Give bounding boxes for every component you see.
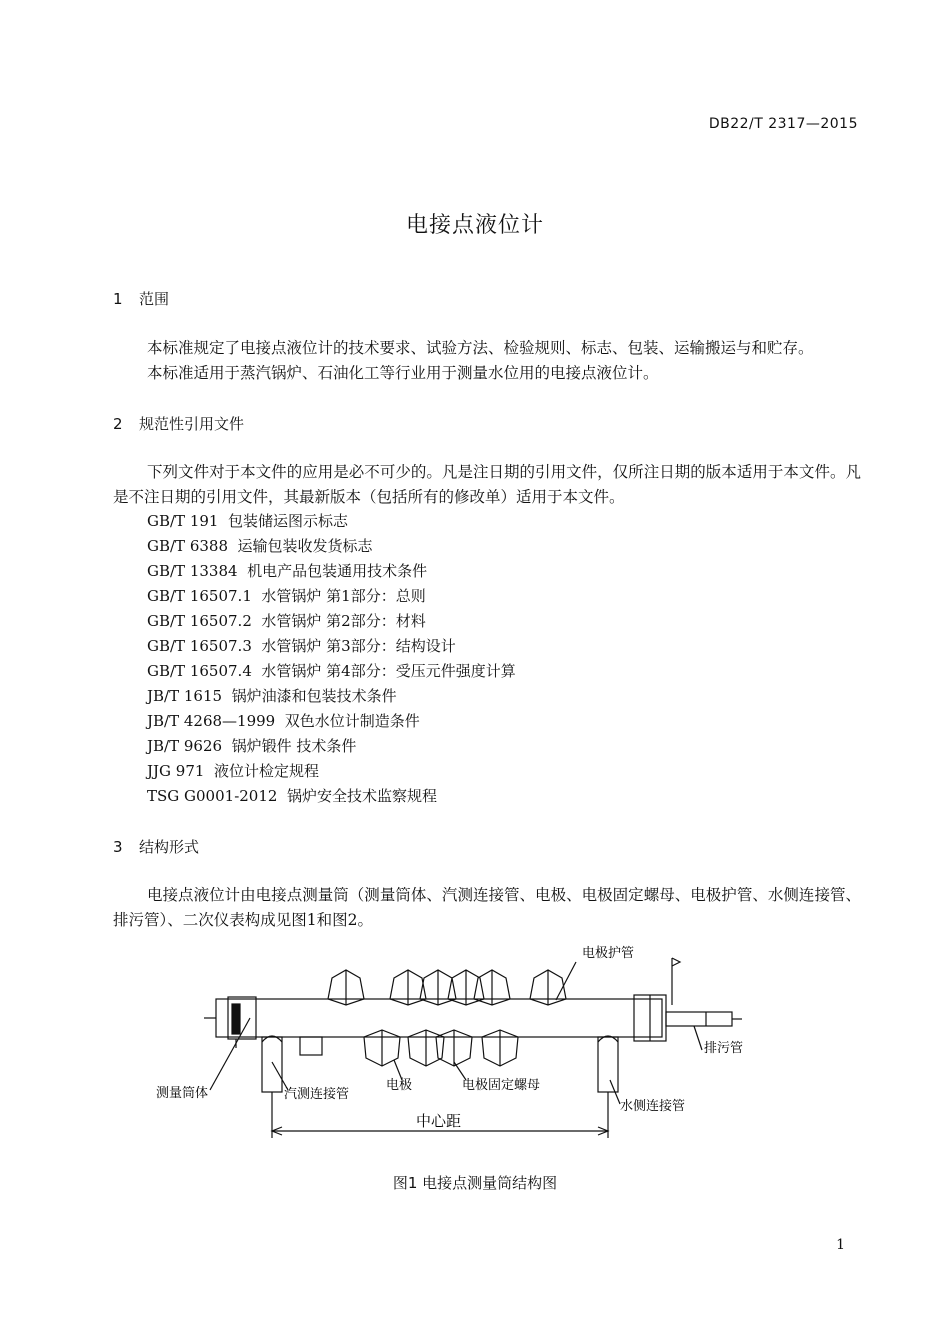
standard-code: DB22/T 2317—2015 [708, 116, 858, 132]
page-number: 1 [836, 1237, 845, 1253]
section-2-intro: 下列文件对于本文件的应用是必不可少的。凡是注日期的引用文件，仅所注日期的版本适用于本文件。凡是不注日期的引用文件，其最新版本（包括所有的修改单）适用于本文件。 [113, 463, 861, 506]
drain-pipe [666, 1012, 732, 1026]
figure-caption: 图1 电接点测量筒结构图 [392, 1174, 558, 1192]
reference-item: GB/T 16507.2 水管锅炉 第2部分：材料 [147, 612, 426, 630]
reference-item: JB/T 1615 锅炉油漆和包装技术条件 [147, 687, 397, 705]
section-title: 范围 [139, 290, 170, 308]
section-number: 1 [113, 290, 123, 308]
reference-item: GB/T 13384 机电产品包装通用技术条件 [147, 562, 428, 580]
section-1-paragraph-1: 本标准规定了电接点液位计的技术要求、试验方法、检验规则、标志、包装、运输搬运与和贮存。 [147, 339, 814, 357]
label-steam-pipe: 汽测连接管 [284, 1087, 350, 1102]
label-electrode: 电极 [386, 1078, 413, 1093]
water-connecting-pipe [598, 1037, 618, 1092]
steam-connecting-pipe [262, 1037, 282, 1092]
reference-item: JJG 971 液位计检定规程 [147, 762, 319, 780]
label-electrode-nut: 电极固定螺母 [462, 1078, 541, 1093]
section-number: 2 [113, 415, 123, 433]
section-number: 3 [113, 838, 123, 856]
upper-electrode-guards [328, 970, 566, 1005]
document-title: 电接点液位计 [405, 213, 544, 238]
section-1-paragraph-2: 本标准适用于蒸汽锅炉、石油化工等行业用于测量水位用的电接点液位计。 [147, 364, 659, 382]
label-center-distance: 中心距 [416, 1112, 462, 1130]
label-measuring-body: 测量筒体 [156, 1086, 209, 1101]
section-3-paragraph: 电接点液位计由电接点测量筒（测量筒体、汽测连接管、电极、电极固定螺母、电极护管、水侧连接管、排污管）、二次仪表构成见图1和图2。 [113, 886, 861, 929]
label-water-pipe: 水侧连接管 [620, 1099, 686, 1114]
reference-item: GB/T 16507.4 水管锅炉 第4部分：受压元件强度计算 [147, 662, 516, 680]
reference-item: GB/T 16507.3 水管锅炉 第3部分：结构设计 [147, 637, 456, 655]
reference-item: GB/T 16507.1 水管锅炉 第1部分：总则 [147, 587, 426, 605]
reference-item: TSG G0001-2012 锅炉安全技术监察规程 [147, 787, 437, 805]
reference-item: GB/T 6388 运输包装收发货标志 [147, 537, 373, 555]
reference-item: JB/T 9626 锅炉锻件 技术条件 [147, 737, 357, 755]
label-drain-pipe: 排污管 [704, 1041, 744, 1056]
section-title: 结构形式 [139, 838, 200, 856]
reference-item: GB/T 191 包装储运图示标志 [147, 512, 348, 530]
label-electrode-guard: 电极护管 [582, 946, 635, 961]
reference-item: JB/T 4268—1999 双色水位计制造条件 [147, 712, 420, 730]
section-title: 规范性引用文件 [139, 415, 245, 433]
lower-electrode-nuts [300, 1030, 518, 1066]
